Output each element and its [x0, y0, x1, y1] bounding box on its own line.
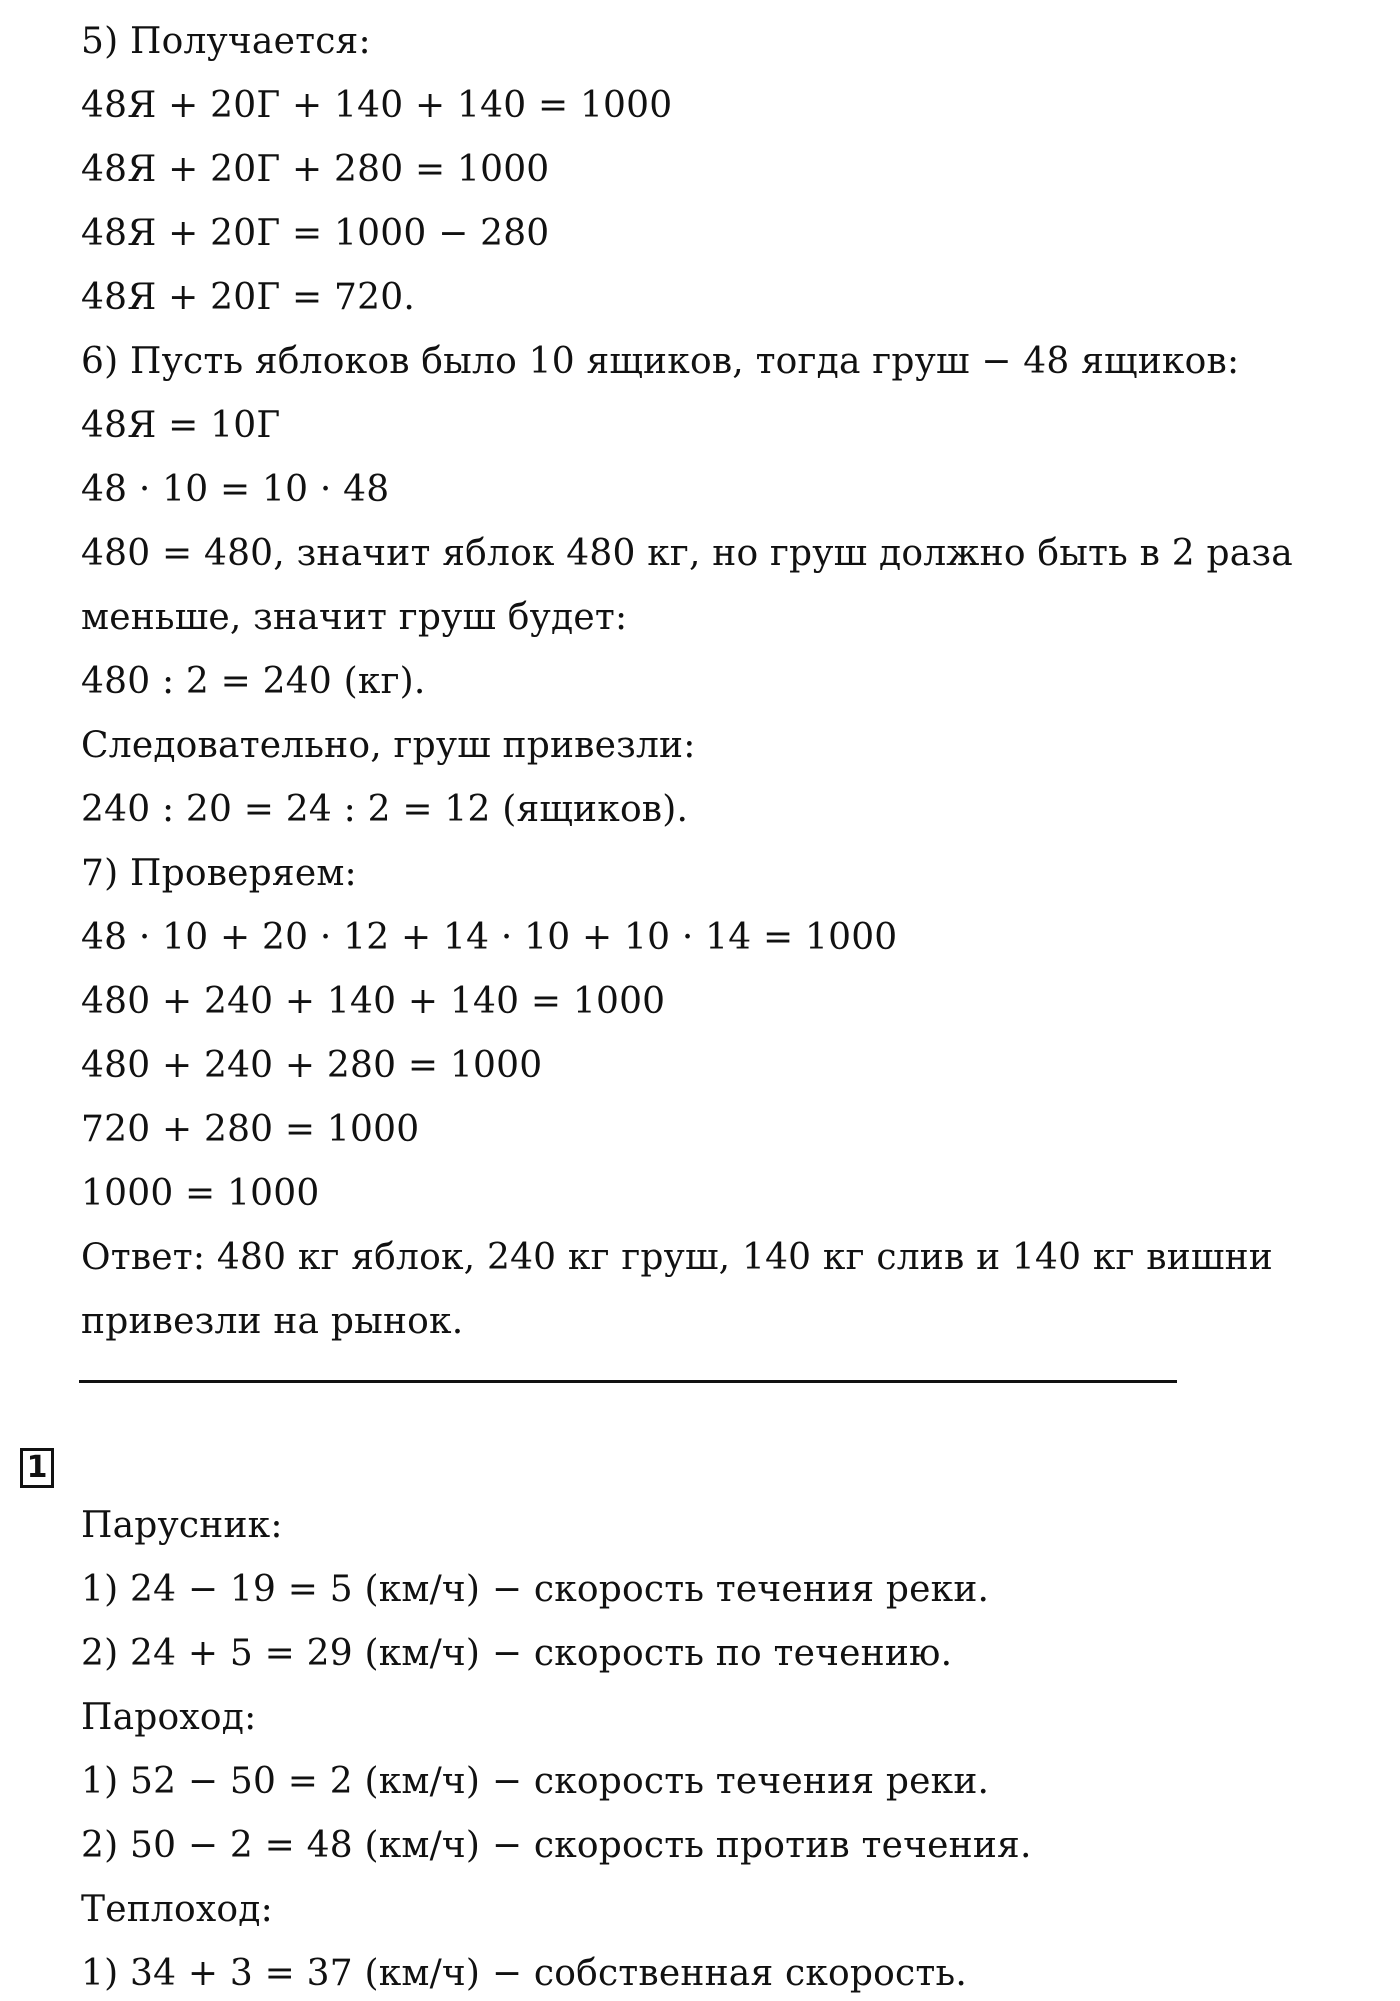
equation-line: 720 + 280 = 1000	[81, 1109, 420, 1150]
subheading-sailboat: Парусник:	[81, 1505, 283, 1546]
step-7-heading: 7) Проверяем:	[81, 853, 357, 894]
equation-line: 48Я + 20Г + 280 = 1000	[81, 149, 550, 190]
step-6-heading: 6) Пусть яблоков было 10 ящиков, тогда груш − 48 ящиков:	[81, 341, 1240, 382]
subheading-motorship: Теплоход:	[81, 1889, 273, 1930]
equation-line: 240 : 20 = 24 : 2 = 12 (ящиков).	[81, 789, 689, 830]
solution-line: 1) 34 + 3 = 37 (км/ч) − собственная скорость.	[81, 1953, 967, 1994]
text-line: меньше, значит груш будет:	[81, 597, 628, 638]
equation-line: 48Я = 10Г	[81, 405, 281, 446]
task-number-badge: 1	[20, 1448, 54, 1488]
solution-line: 1) 52 − 50 = 2 (км/ч) − скорость течения реки.	[81, 1761, 990, 1802]
solution-line: 2) 50 − 2 = 48 (км/ч) − скорость против течения.	[81, 1825, 1032, 1866]
text-line: 480 = 480, значит яблок 480 кг, но груш должно быть в 2 раза	[81, 533, 1293, 574]
equation-line: 480 + 240 + 140 + 140 = 1000	[81, 981, 666, 1022]
solution-line: 1) 24 − 19 = 5 (км/ч) − скорость течения реки.	[81, 1569, 990, 1610]
equation-line: 48Я + 20Г = 1000 − 280	[81, 213, 550, 254]
answer-line: привезли на рынок.	[81, 1301, 464, 1342]
equation-line: 480 : 2 = 240 (кг).	[81, 661, 426, 702]
equation-line: 48 · 10 = 10 · 48	[81, 469, 390, 510]
solution-line: 2) 24 + 5 = 29 (км/ч) − скорость по течению.	[81, 1633, 953, 1674]
equation-line: 480 + 240 + 280 = 1000	[81, 1045, 543, 1086]
equation-line: 48 · 10 + 20 · 12 + 14 · 10 + 10 · 14 = 1000	[81, 917, 898, 958]
subheading-steamboat: Пароход:	[81, 1697, 257, 1738]
equation-line: 48Я + 20Г + 140 + 140 = 1000	[81, 85, 673, 126]
text-line: Следовательно, груш привезли:	[81, 725, 696, 766]
equation-line: 1000 = 1000	[81, 1173, 320, 1214]
equation-line: 48Я + 20Г = 720.	[81, 277, 415, 318]
step-5-heading: 5) Получается:	[81, 21, 371, 62]
section-divider	[79, 1380, 1177, 1383]
answer-line: Ответ: 480 кг яблок, 240 кг груш, 140 кг слив и 140 кг вишни	[81, 1237, 1273, 1278]
